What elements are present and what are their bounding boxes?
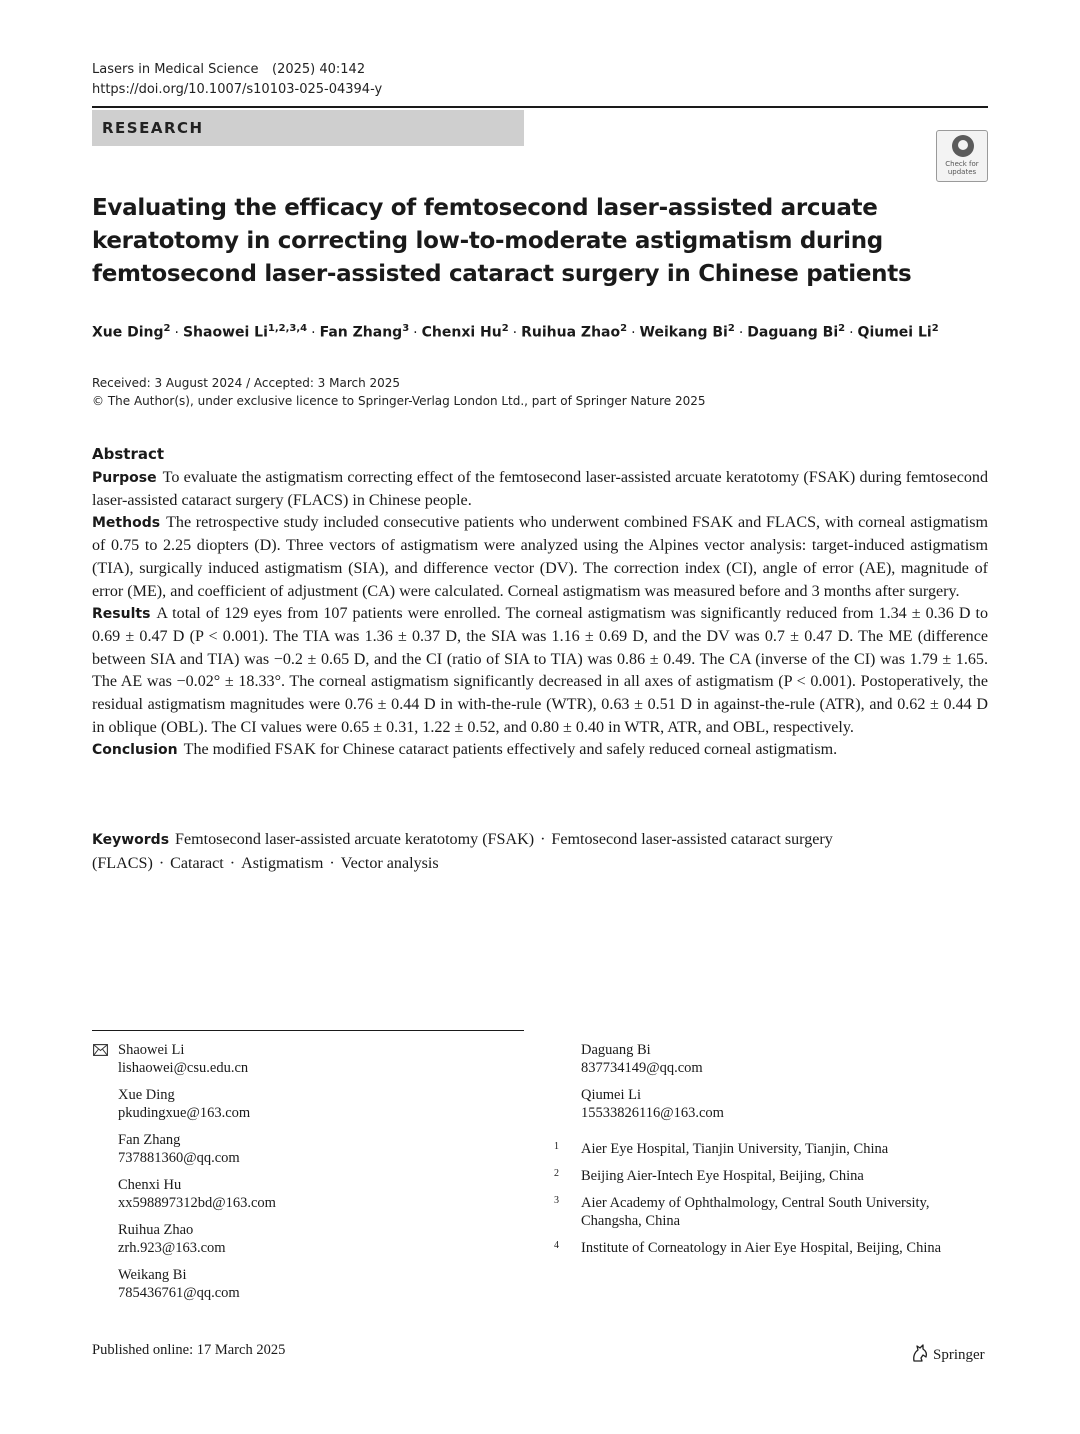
author-affiliation: 2 xyxy=(620,323,628,334)
check-updates-icon[interactable] xyxy=(936,130,988,182)
keyword-list xyxy=(92,831,833,872)
contact-email[interactable]: 785436761@qq.com xyxy=(118,1285,240,1301)
contact-email[interactable]: 837734149@qq.com xyxy=(581,1060,703,1076)
affiliation xyxy=(554,1140,974,1158)
author-separator: · xyxy=(738,324,744,341)
published-online: Published online: 17 March 2025 xyxy=(92,1342,286,1358)
contact-email[interactable]: xx598897312bd@163.com xyxy=(118,1195,276,1211)
author-separator: · xyxy=(174,324,179,341)
abstract-conclusion xyxy=(92,739,988,762)
author-separator: · xyxy=(631,324,636,341)
abstract xyxy=(92,444,988,762)
affiliation-text: Aier Eye Hospital, Tianjin University, Tianjin, China xyxy=(581,1141,889,1157)
contact-name: Shaowei Li xyxy=(118,1042,185,1058)
author-name: Weikang Bi xyxy=(639,324,728,341)
author-separator: · xyxy=(311,324,316,341)
contact-email[interactable]: pkudingxue@163.com xyxy=(118,1105,251,1121)
keywords-label: Keywords xyxy=(92,832,170,848)
purpose-label: Purpose xyxy=(92,470,157,486)
author-affiliation: 1,2,3,4 xyxy=(267,323,308,334)
contact-entry xyxy=(118,1266,518,1302)
author-affiliation: 2 xyxy=(931,323,939,334)
contact-entry xyxy=(118,1221,518,1257)
journal-header xyxy=(92,60,382,100)
author-list xyxy=(92,318,972,344)
author-separator: · xyxy=(849,324,854,341)
publication-dates xyxy=(92,374,706,410)
author-name: Fan Zhang xyxy=(319,324,403,341)
springer-horse-icon xyxy=(910,1343,930,1363)
section-label: RESEARCH xyxy=(102,119,204,137)
doi-link[interactable]: https://doi.org/10.1007/s10103-025-04394-y xyxy=(92,82,383,97)
contact-email[interactable]: lishaowei@csu.edu.cn xyxy=(118,1060,249,1076)
purpose-text: To evaluate the astigmatism correcting effect of the femtosecond laser-assisted arcuate keratotomy (FSAK) during femtosecond laser-assisted cataract surgery (FLACS) in Chinese people. xyxy=(92,469,988,509)
author-separator: · xyxy=(512,324,518,341)
check-updates-label: Check for updates xyxy=(945,160,979,176)
methods-text: The retrospective study included consecutive patients who underwent combined FSAK and FLACS, with corneal astigmatism of 0.75 to 2.25 diopters (D). Three vectors of astigmatism were analyzed using the Alpines vector analysis: target-induced astigmatism (TIA), surgically induced astigmatism (SIA), and difference vector (DV). The correction index (CI), angle of error (AE), magnitude of error (ME), and coefficient of adjustment (CA) were calculated. Corneal astigmatism was measured before and 3 months after surgery. xyxy=(92,514,988,600)
journal-volume: (2025) 40:142 xyxy=(272,62,366,77)
author-affiliation: 2 xyxy=(163,323,171,334)
contact-name: Weikang Bi xyxy=(118,1267,187,1283)
affiliation xyxy=(554,1194,974,1230)
contact-email[interactable]: zrh.923@163.com xyxy=(118,1240,226,1256)
contact-entry xyxy=(581,1041,981,1077)
affiliation-text: Institute of Corneatology in Aier Eye Hospital, Beijing, China xyxy=(581,1240,942,1256)
keyword-separator: · xyxy=(229,855,236,872)
author-affiliation: 2 xyxy=(838,323,846,334)
abstract-results xyxy=(92,603,988,739)
conclusion-label: Conclusion xyxy=(92,742,178,759)
author-name: Xue Ding xyxy=(92,324,164,341)
author-name: Qiumei Li xyxy=(857,324,932,341)
header-rule xyxy=(92,106,988,108)
copyright: © The Author(s), under exclusive licence to Springer-Verlag London Ltd., part of Springer Nature 2025 xyxy=(92,394,706,408)
contact-name: Qiumei Li xyxy=(581,1087,642,1103)
affiliation-text: Aier Academy of Ophthalmology, Central South University, Changsha, China xyxy=(581,1195,930,1229)
keyword: Astigmatism xyxy=(241,855,324,872)
affiliation-number: 4 xyxy=(554,1240,559,1251)
author-name: Chenxi Hu xyxy=(421,324,502,341)
abstract-methods xyxy=(92,512,988,603)
contact-name: Xue Ding xyxy=(118,1087,175,1103)
keyword: Femtosecond laser-assisted arcuate keratotomy (FSAK) xyxy=(175,831,535,848)
affiliations xyxy=(554,1140,974,1266)
keyword-separator: · xyxy=(329,855,335,872)
contact-name: Ruihua Zhao xyxy=(118,1222,194,1238)
author-name: Daguang Bi xyxy=(747,324,839,341)
author-name: Ruihua Zhao xyxy=(521,324,621,341)
contacts-left xyxy=(118,1041,518,1311)
footnote-rule xyxy=(92,1030,524,1031)
author-separator: · xyxy=(413,324,418,341)
affiliation-number: 3 xyxy=(554,1195,559,1206)
journal-name: Lasers in Medical Science xyxy=(92,62,259,77)
author-affiliation: 3 xyxy=(402,323,410,334)
contact-email[interactable]: 15533826116@163.com xyxy=(581,1105,724,1121)
abstract-heading: Abstract xyxy=(92,445,165,463)
publisher-name: Springer xyxy=(933,1347,985,1363)
affiliation-number: 2 xyxy=(554,1168,559,1179)
results-text: A total of 129 eyes from 107 patients were enrolled. The corneal astigmatism was significantly reduced from 1.34 ± 0.36 D to 0.69 ± 0.47 D (P < 0.001). The TIA was 1.36 ± 0.37 D, the SIA was 1.16 ± 0.69 D, and the DV was 0.7 ± 0.47 D. The ME (difference between SIA and TIA) was −0.2 ± 0.65 D, and the CI (ratio of SIA to TIA) was 0.86 ± 0.49. The CA (inverse of the CI) was 1.79 ± 1.65. The AE was −0.02° ± 18.33°. The corneal astigmatism significantly decreased in all axes of astigmatism (P < 0.001). Postoperatively, the residual astigmatism magnitudes were 0.76 ± 0.44 D in with-the-rule (WTR), 0.63 ± 0.51 D in against-the-rule (ATR), and 0.62 ± 0.44 D in oblique (OBL). The CI values were 0.65 ± 0.31, 1.22 ± 0.52, and 0.80 ± 0.40 in WTR, ATR, and OBL, respectively. xyxy=(92,605,988,736)
contact-entry xyxy=(118,1176,518,1212)
paper-title: Evaluating the efficacy of femtosecond laser-assisted arcuate keratotomy in correcting low-to-moderate astigmatism during femtosecond laser-assisted cataract surgery in Chinese patients xyxy=(92,195,912,287)
contact-name: Daguang Bi xyxy=(581,1042,651,1058)
contact-entry xyxy=(118,1041,518,1077)
contact-name: Chenxi Hu xyxy=(118,1177,182,1193)
publisher-logo xyxy=(910,1343,985,1364)
contact-name: Fan Zhang xyxy=(118,1132,181,1148)
abstract-purpose xyxy=(92,467,988,512)
keyword-separator: · xyxy=(540,831,546,848)
author-affiliation: 2 xyxy=(501,323,509,334)
keyword: Vector analysis xyxy=(340,855,439,872)
affiliation-text: Beijing Aier-Intech Eye Hospital, Beijing, China xyxy=(581,1168,864,1184)
keyword-separator: · xyxy=(158,855,165,872)
contact-entry xyxy=(118,1131,518,1167)
keyword: Cataract xyxy=(170,855,224,872)
received-accepted: Received: 3 August 2024 / Accepted: 3 March 2025 xyxy=(92,376,401,390)
contact-entry xyxy=(581,1086,981,1122)
author-name: Shaowei Li xyxy=(182,324,268,341)
affiliation xyxy=(554,1239,974,1257)
section-band xyxy=(92,110,524,146)
results-label: Results xyxy=(92,606,151,623)
contact-entry xyxy=(118,1086,518,1122)
affiliation xyxy=(554,1167,974,1185)
keywords xyxy=(92,828,988,875)
contact-email[interactable]: 737881360@qq.com xyxy=(118,1150,240,1166)
keyword: Femtosecond laser-assisted cataract surgery (FLACS) xyxy=(92,831,833,872)
check-updates-badge xyxy=(952,135,974,157)
envelope-icon xyxy=(93,1044,108,1056)
conclusion-text: The modified FSAK for Chinese cataract patients effectively and safely reduced corneal astigmatism. xyxy=(183,741,838,759)
author-affiliation: 2 xyxy=(727,323,735,334)
contacts-right xyxy=(581,1041,981,1131)
affiliation-number: 1 xyxy=(554,1141,559,1152)
methods-label: Methods xyxy=(92,515,161,532)
